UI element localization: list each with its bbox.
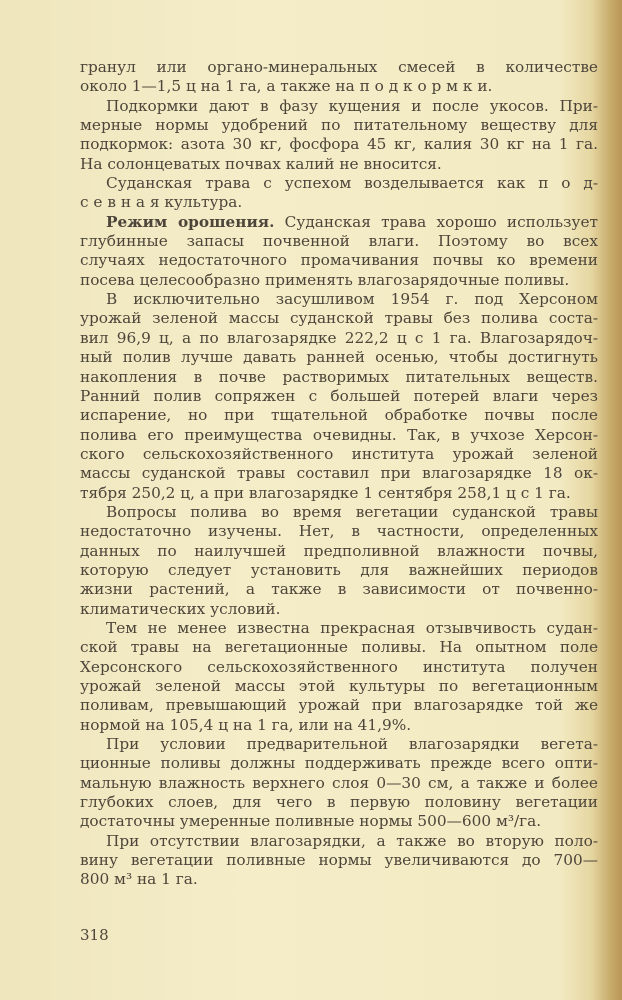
- text-line: Суданская трава с успехом возделывается как п о д-: [106, 174, 598, 193]
- text-line: мальную влажность верхнего слоя 0—30 см, а также и более: [80, 773, 598, 792]
- text-line: вину вегетации поливные нормы увеличиваются до 700—: [80, 851, 598, 870]
- text-line: ционные поливы должны поддерживать прежде всего опти-: [80, 754, 598, 773]
- text-line: случаях недостаточного промачивания почвы ко времени: [80, 251, 598, 270]
- text-line: недостаточно изучены. Нет, в частности, определенных: [80, 522, 598, 541]
- text-line: массы суданской травы составил при влагозарядке 18 ок-: [80, 464, 598, 483]
- text-line: накопления в почве растворимых питательных веществ.: [80, 367, 598, 386]
- paragraph: [80, 503, 598, 619]
- paragraph: [80, 97, 598, 174]
- text-line: урожай зеленой массы этой культуры по вегетационным: [80, 677, 598, 695]
- text-line: поливам, превышающий урожай при влагозарядке той же: [80, 696, 598, 715]
- text-line: Вопросы полива во время вегетации суданской травы: [106, 502, 598, 521]
- text-line: тября 250,2 ц, а при влагозарядке 1 сентября 258,1 ц с 1 га.: [80, 483, 571, 502]
- text-line: посева целесообразно применять влагозарядочные поливы.: [80, 270, 570, 289]
- text-line: На солонцеватых почвах калий не вносится.: [80, 154, 442, 173]
- text-line: мерные нормы удобрений по питательному веществу для: [80, 116, 598, 135]
- paragraph: [80, 832, 598, 890]
- paragraph: [80, 290, 598, 503]
- text-line: В исключительно засушливом 1954 г. под Херсоном: [106, 290, 598, 309]
- section-heading: Режим орошения.: [106, 212, 275, 231]
- text-line: около 1—1,5 ц на 1 га, а также на п о д к о р м к и.: [80, 77, 493, 96]
- text-line: данных по наилучшей предполивной влажности почвы,: [80, 541, 598, 560]
- paragraph: [80, 619, 598, 735]
- text-line: ный полив лучше давать ранней осенью, чтобы достигнуть: [80, 348, 598, 367]
- text-line: [80, 213, 598, 232]
- line-text: Суданская трава хорошо использует: [274, 212, 598, 231]
- text-line: жизни растений, а также в зависимости от почвенно-: [80, 580, 598, 599]
- text-line: с е в н а я культура.: [80, 193, 243, 212]
- text-line: Тем не менее известна прекрасная отзывчивость судан-: [106, 618, 598, 637]
- text-line: глубинные запасы почвенной влаги. Поэтому во всех: [80, 232, 598, 251]
- text-line: достаточны умеренные поливные нормы 500—600 м³/га.: [80, 812, 542, 831]
- text-line: При отсутствии влагозарядки, а также во вторую поло-: [106, 831, 598, 850]
- text-line: Херсонского сельскохозяйственного института получен: [80, 657, 598, 676]
- text-line: подкормок: азота 30 кг, фосфора 45 кг, калия 30 кг на 1 га.: [80, 135, 598, 154]
- text-line: ского сельскохозяйственного института урожай зеленой: [80, 444, 598, 463]
- text-line: урожай зеленой массы суданской травы без полива соста-: [80, 309, 598, 328]
- paragraph: [80, 213, 598, 290]
- text-line: вил 96,9 ц, а по влагозарядке 222,2 ц с 1 га. Влагозарядоч-: [80, 328, 598, 347]
- page-body-text: [80, 58, 598, 890]
- text-line: полива его преимущества очевидны. Так, в учхозе Херсон-: [80, 425, 598, 444]
- text-line: 800 м³ на 1 га.: [80, 870, 198, 889]
- text-line: Ранний полив сопряжен с большей потерей влаги через: [80, 386, 598, 405]
- text-line: гранул или органо-минеральных смесей в количестве: [80, 58, 598, 76]
- paragraph: [80, 174, 598, 213]
- page-number: 318: [80, 926, 109, 944]
- text-line: При условии предварительной влагозарядки вегета-: [106, 735, 598, 754]
- text-line: Подкормки дают в фазу кущения и после укосов. При-: [106, 96, 598, 115]
- text-line: ской травы на вегетационные поливы. На опытном поле: [80, 638, 598, 657]
- paragraph: [80, 735, 598, 832]
- paragraph: [80, 58, 598, 97]
- text-line: которую следует установить для важнейших периодов: [80, 560, 598, 579]
- text-line: глубоких слоев, для чего в первую половину вегетации: [80, 793, 598, 812]
- text-line: нормой на 105,4 ц на 1 га, или на 41,9%.: [80, 715, 412, 734]
- text-line: климатических условий.: [80, 599, 281, 618]
- text-line: испарение, но при тщательной обработке почвы после: [80, 406, 598, 425]
